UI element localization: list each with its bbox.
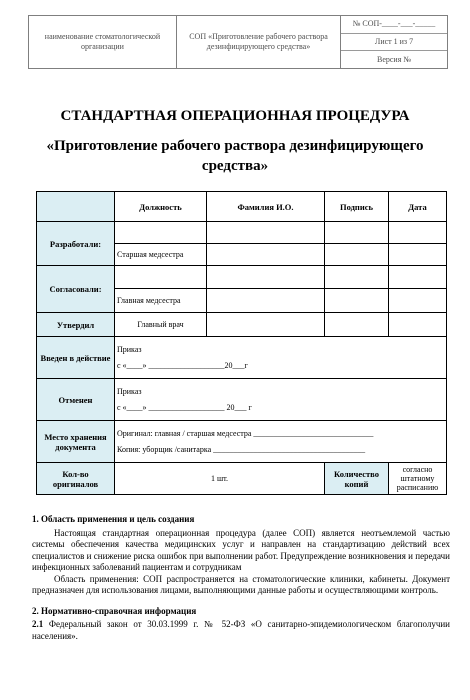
agreed-label: Согласовали: [37,266,115,313]
col-header-signature: Подпись [325,192,389,222]
table-row [37,337,447,379]
enacted-order [115,337,447,379]
col-header-date: Дата [389,192,447,222]
sop-meta [341,16,447,68]
agreed-position: Главная медсестра [115,289,207,313]
developed-position: Старшая медсестра [115,244,207,266]
section-1-para-2: Область применения: СОП распространяется на стоматологические клиники, кабинеты. Документ предназначен для использования лицами, выполняющими данные работы и осуществляющими контроль. [32,573,450,595]
approved-position: Главный врач [115,313,207,337]
section-1-para-1: Настоящая стандартная операционная процедура (далее СОП) является неотъемлемой частью системы обеспечения качества медицинских услуг и направлен на стандартизацию действий всех специалистов и снижение риска ошибок при выполнении работ. Предупреждение возникновения и передачи инфекционных заболеваний пациентам и сотрудникам [32,527,450,572]
developed-label: Разработали: [37,222,115,266]
storage-info [115,421,447,463]
col-header-position: Должность [115,192,207,222]
cancelled-order-label: Приказ [117,386,142,396]
document-title: СТАНДАРТНАЯ ОПЕРАЦИОННАЯ ПРОЦЕДУРА [60,108,410,124]
table-row [37,313,447,337]
cancelled-order [115,379,447,421]
section-2-title: 2. Нормативно-справочная информация [32,605,197,616]
section-1-title: 1. Область применения и цель создания [32,514,195,524]
version-number: Версия № [376,54,412,64]
storage-original: Оригинал: главная / старшая медсестра ______________________________ [117,428,374,438]
table-row [37,379,447,421]
originals-value: 1 шт. [115,463,325,495]
corner-cell [37,192,115,222]
table-header-row [37,192,447,222]
document-body [32,514,450,642]
cancelled-order-line: с «____» ___________________ 20___ г [117,402,252,412]
table-row [37,421,447,463]
enacted-order-label: Приказ [117,344,142,354]
originals-label: Кол-во оригиналов [37,463,115,495]
document-subtitle: «Приготовление рабочего раствора дезинфицирующего средства» [46,138,424,174]
storage-label: Место хранения документа [37,421,115,463]
table-row [37,463,447,495]
approval-table [36,191,447,495]
enacted-label: Введен в действие [37,337,115,379]
section-2-item-text: Федеральный закон от 30.03.1999 г. № 52-ФЗ «О санитарно-эпидемиологическом благополучии населения». [32,619,450,641]
document-header [28,15,448,69]
table-row [37,222,447,244]
section-2-item-number: 2.1 [32,619,44,629]
sheet-number: Лист 1 из 7 [341,34,447,52]
col-header-name: Фамилия И.О. [207,192,325,222]
copies-label: Количество копий [325,463,389,495]
sop-number: № СОП-____-___-_____ [341,16,447,34]
copies-value: согласно штатному расписанию [389,463,447,495]
table-row [37,266,447,289]
enacted-order-line: с «____» ___________________20___г [117,360,248,370]
sop-title-short: СОП «Приготовление рабочего раствора дезинфицирующего средства» [177,16,341,68]
section-2-item-1 [32,619,450,642]
storage-copy: Копия: уборщик /санитарка ______________________________________ [117,444,366,454]
org-name: наименование стоматологической организации [29,16,177,68]
approved-label: Утвердил [37,313,115,337]
cancelled-label: Отменен [37,379,115,421]
